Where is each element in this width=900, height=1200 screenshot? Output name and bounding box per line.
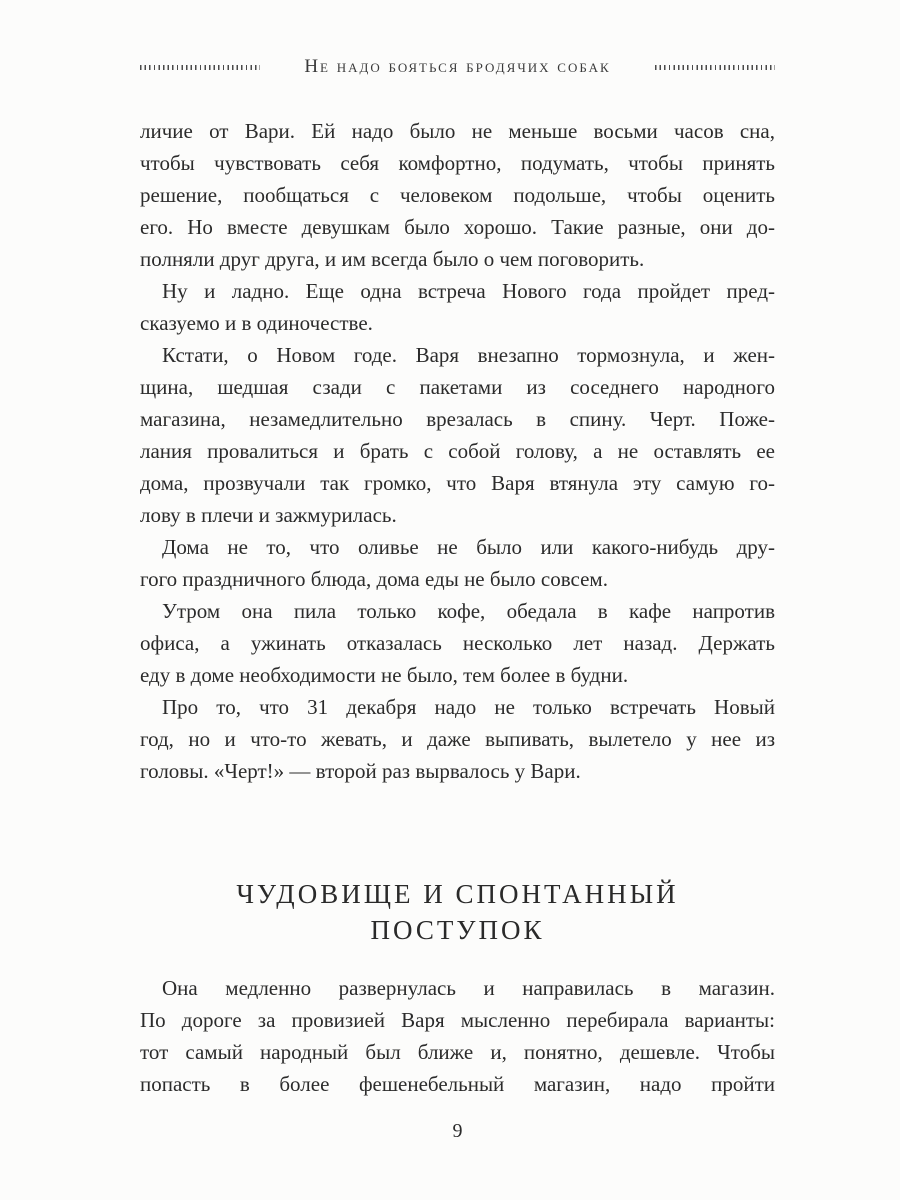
paragraph-line: еду в доме необходимости не было, тем более в будни. bbox=[140, 663, 629, 687]
paragraph-line: год, но и что-то жевать, и даже выпивать, вылетело у нее из bbox=[140, 727, 775, 751]
paragraph-line: Дома не то, что оливье не было или какого-нибудь дру- bbox=[162, 535, 775, 559]
paragraph-line: личие от Вари. Ей надо было не меньше восьми часов сна, bbox=[140, 119, 775, 143]
page-content bbox=[140, 115, 775, 1100]
paragraph bbox=[140, 115, 775, 275]
paragraph-line: попасть в более фешенебельный магазин, надо пройти bbox=[140, 1072, 775, 1096]
paragraph-line: тот самый народный был ближе и, понятно, дешевле. Чтобы bbox=[140, 1040, 775, 1064]
page-footer bbox=[140, 1118, 775, 1144]
paragraph-line: лания провалиться и брать с собой голову, а не оставлять ее bbox=[140, 439, 775, 463]
paragraph-line: чтобы чувствовать себя комфортно, подумать, чтобы принять bbox=[140, 151, 775, 175]
header-left-rule-ornament bbox=[140, 65, 260, 70]
running-header bbox=[140, 54, 775, 80]
paragraph bbox=[140, 595, 775, 691]
chapter-heading-line: ЧУДОВИЩЕ И СПОНТАННЫЙ bbox=[236, 879, 679, 909]
chapter-heading bbox=[140, 876, 775, 948]
paragraph bbox=[140, 275, 775, 339]
paragraph-line: Про то, что 31 декабря надо не только встречать Новый bbox=[162, 695, 775, 719]
paragraph bbox=[140, 339, 775, 531]
page-number: 9 bbox=[452, 1120, 463, 1142]
paragraph bbox=[140, 972, 775, 1100]
paragraph bbox=[140, 691, 775, 787]
paragraph-line: Утром она пила только кофе, обедала в кафе напротив bbox=[162, 599, 775, 623]
paragraph-line: щина, шедшая сзади с пакетами из соседнего народного bbox=[140, 375, 775, 399]
paragraph-line: решение, пообщаться с человеком подольше, чтобы оценить bbox=[140, 183, 775, 207]
paragraph-line: сказуемо и в одиночестве. bbox=[140, 311, 373, 335]
paragraph-line: офиса, а ужинать отказалась несколько лет назад. Держать bbox=[140, 631, 775, 655]
paragraph bbox=[140, 531, 775, 595]
paragraph-line: Ну и ладно. Еще одна встреча Нового года пройдет пред- bbox=[162, 279, 775, 303]
paragraph-line: гого праздничного блюда, дома еды не было совсем. bbox=[140, 567, 608, 591]
paragraph-line: головы. «Черт!» — второй раз вырвалось у Вари. bbox=[140, 759, 581, 783]
paragraph-line: лову в плечи и зажмурилась. bbox=[140, 503, 397, 527]
chapter-heading-line: ПОСТУПОК bbox=[370, 915, 545, 945]
paragraph-line: Кстати, о Новом годе. Варя внезапно тормознула, и жен- bbox=[162, 343, 775, 367]
paragraph-line: его. Но вместе девушкам было хорошо. Такие разные, они до- bbox=[140, 215, 775, 239]
running-title: Не надо бояться бродячих собак bbox=[304, 56, 611, 77]
paragraph-line: дома, прозвучали так громко, что Варя втянула эту самую го- bbox=[140, 471, 775, 495]
paragraph-line: магазина, незамедлительно врезалась в спину. Черт. Поже- bbox=[140, 407, 775, 431]
paragraph-line: Она медленно развернулась и направилась в магазин. bbox=[162, 976, 775, 1000]
paragraph-line: полняли друг друга, и им всегда было о чем поговорить. bbox=[140, 247, 645, 271]
paragraph-line: По дороге за провизией Варя мысленно перебирала варианты: bbox=[140, 1008, 775, 1032]
header-right-rule-ornament bbox=[655, 65, 775, 70]
